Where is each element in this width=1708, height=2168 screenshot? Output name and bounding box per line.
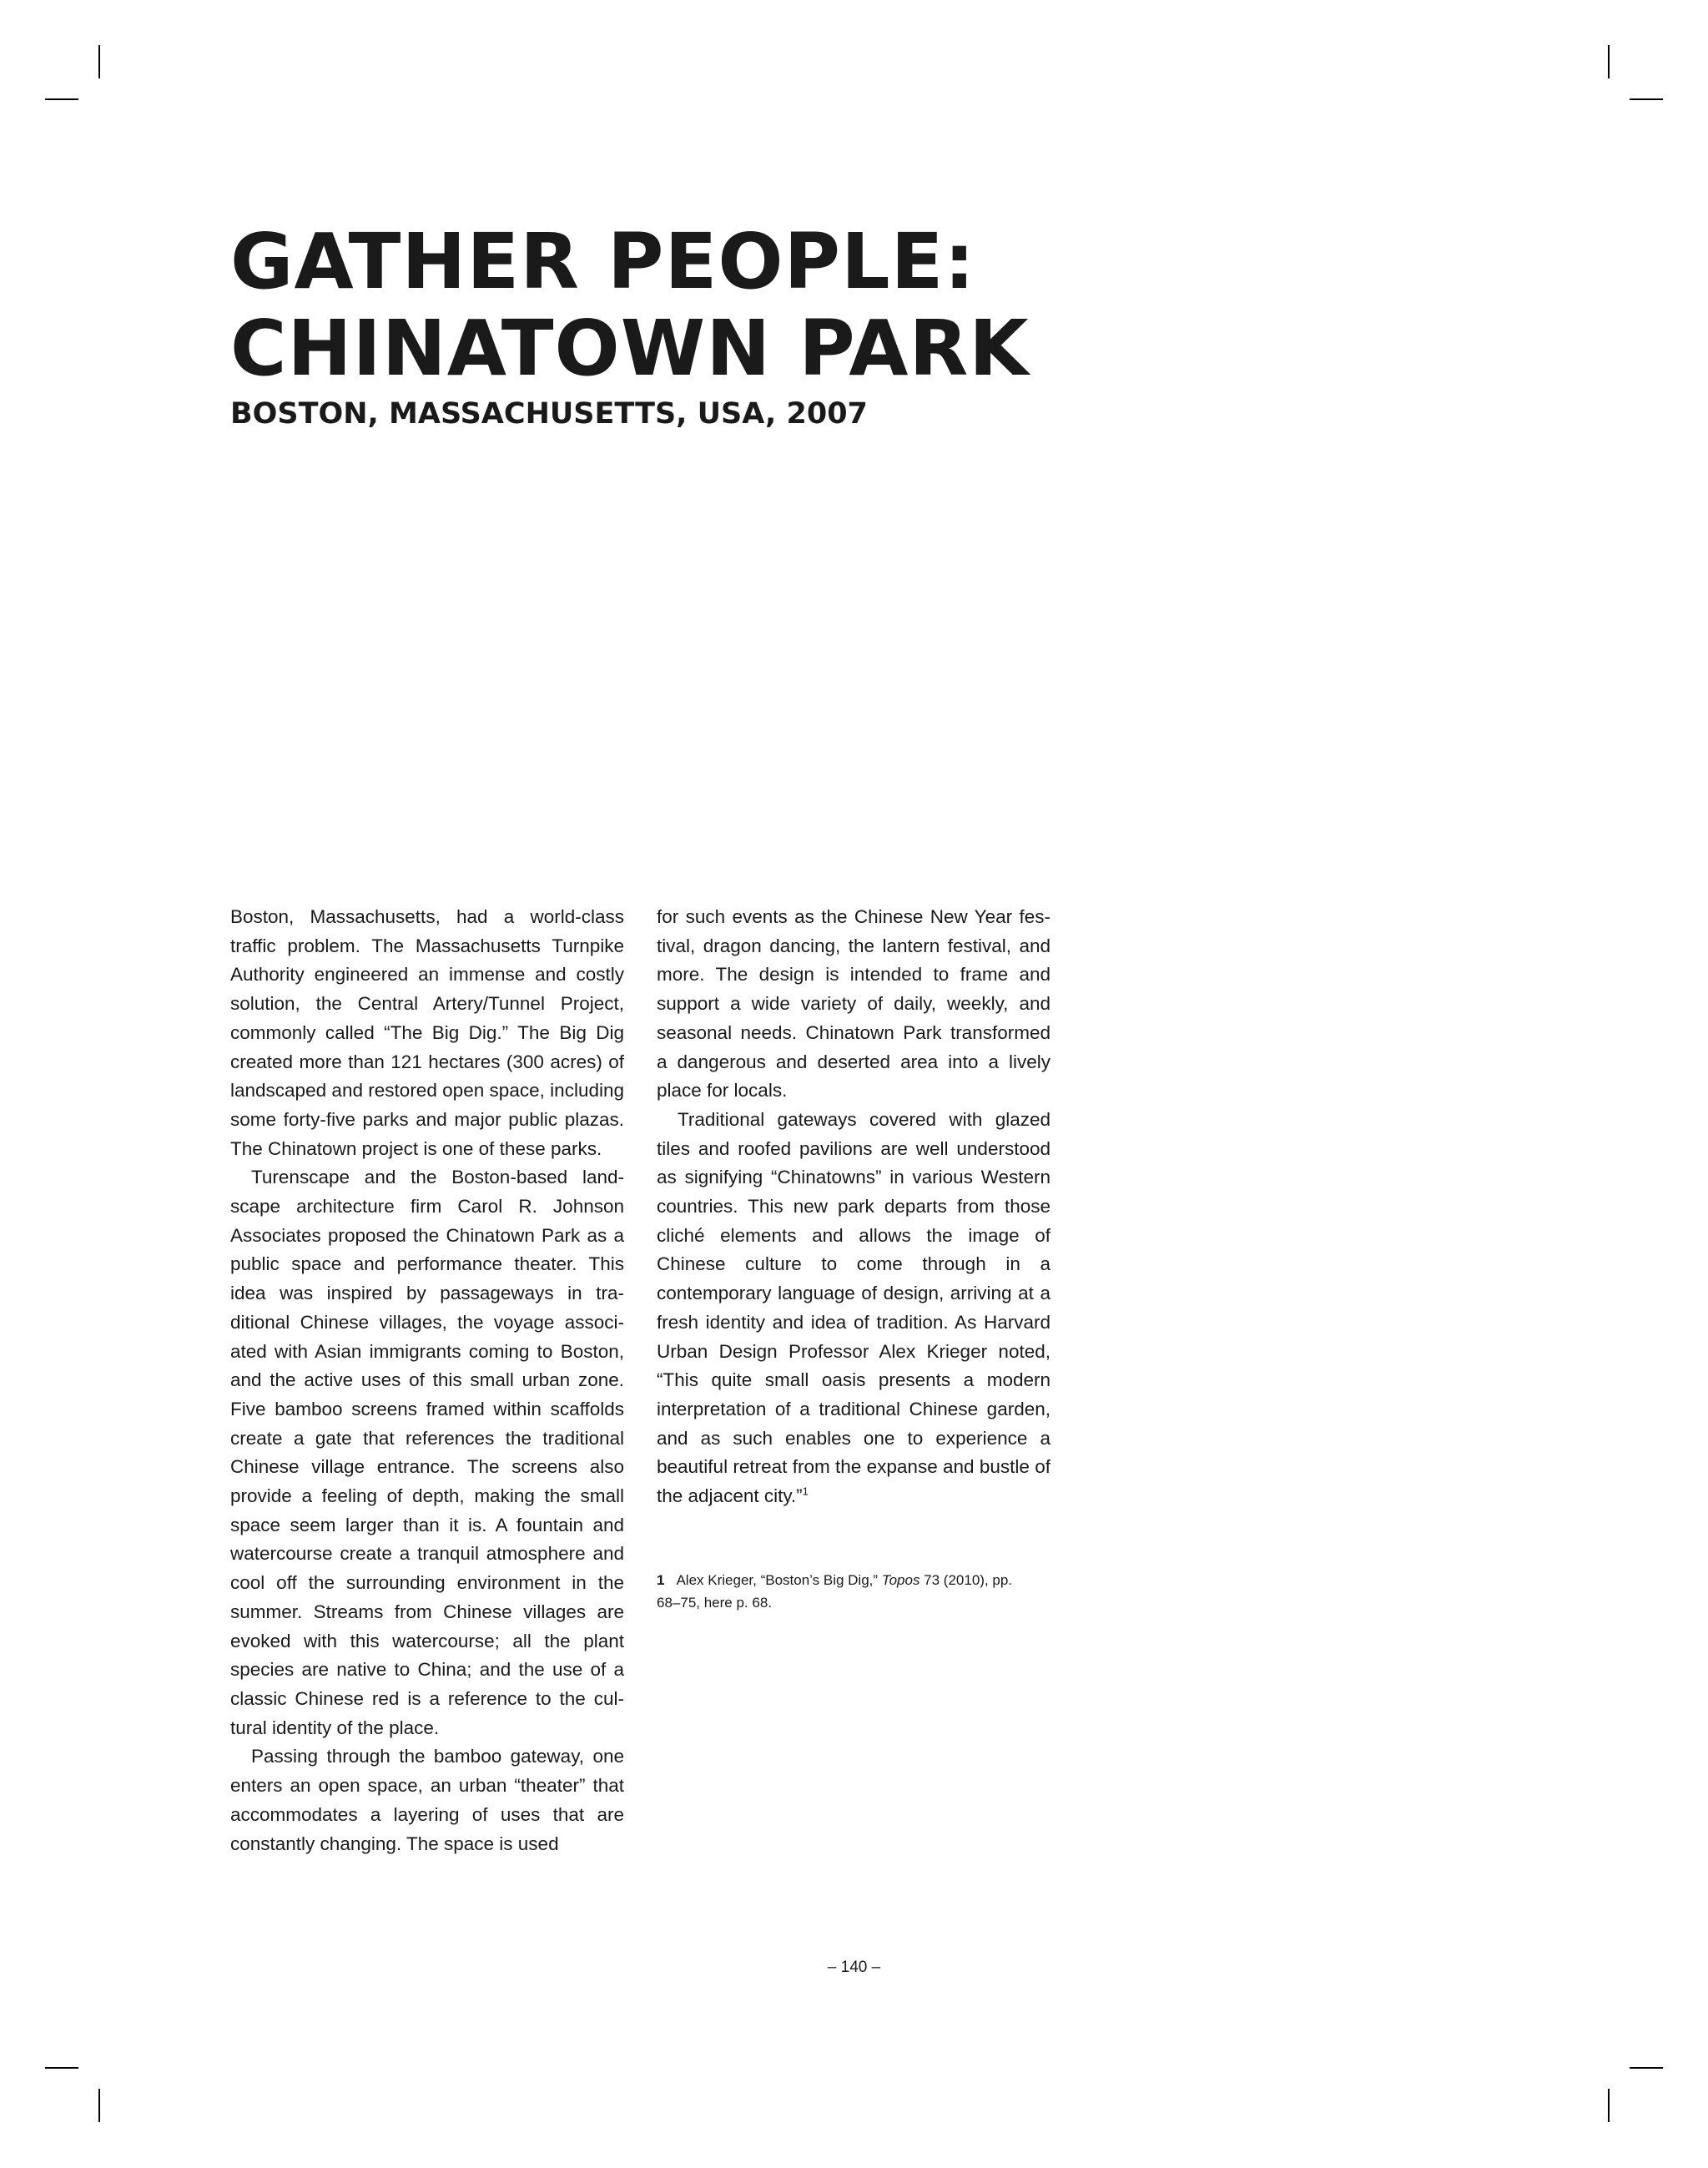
crop-mark-bottom-right-horizontal xyxy=(1630,2067,1663,2069)
paragraph-with-footnote xyxy=(657,1106,1050,1511)
crop-mark-top-right-horizontal xyxy=(1630,98,1663,100)
paragraph: Passing through the bamboo gateway, one enters an open space, an urban “theater” that accommodates a layering of uses that are constantly changing. The space is used xyxy=(230,1746,624,1854)
footnote-journal: Topos xyxy=(881,1572,920,1588)
footnote-number: 1 xyxy=(657,1572,665,1588)
title-line-2: CHINATOWN PARK xyxy=(230,304,1030,393)
crop-mark-top-right-vertical xyxy=(1608,45,1610,78)
footnote-text-before: Alex Krieger, “Boston’s Big Dig,” xyxy=(676,1572,882,1588)
crop-mark-top-left-vertical xyxy=(98,45,100,78)
title-line-1: GATHER PEOPLE: xyxy=(230,217,976,306)
page-title xyxy=(230,219,1030,392)
footnote xyxy=(657,1569,1024,1614)
page-subtitle: BOSTON, MASSACHUSETTS, USA, 2007 xyxy=(230,397,868,431)
paragraph: Turenscape and the Boston-based landscape architecture firm Carol R. Johnson Associates proposed the Chinatown Park as a public space and performance theater. This idea was inspired by passageways in traditional Chinese villages, the voyage associated with Asian immigrants coming to Boston, and the active uses of this small urban zone. Five bamboo screens framed within scaffolds create a gate that references the traditional Chinese village entrance. The screens also provide a feeling of depth, making the small space seem larger than it is. A fountain and watercourse create a tranquil atmosphere and cool off the surrounding environment in the summer. Streams from Chinese villages are evoked with this watercourse; all the plant species are native to China; and the use of a classic Chinese red is a reference to the cultural identity of the place. xyxy=(230,1167,624,1738)
paragraph: Boston, Massachusetts, had a world-class traffic problem. The Massachusetts Turnpike Authority engineered an immense and costly solution, the Central Artery/Tunnel Project, commonly called “The Big Dig.” The Big Dig created more than 121 hectares (300 acres) of landscaped and restored open space, including some forty-five parks and major public plazas. The Chinatown project is one of these parks. xyxy=(230,906,624,1159)
body-column-right xyxy=(657,903,1050,1511)
footnote-text-after: 73 (2010), pp. 68–75, here p. 68. xyxy=(657,1572,1013,1611)
crop-mark-bottom-left-vertical xyxy=(98,2089,100,2122)
page-number: – 140 – xyxy=(827,1959,881,1976)
crop-mark-top-left-horizontal xyxy=(45,98,78,100)
footnote-reference[interactable]: 1 xyxy=(802,1485,809,1498)
paragraph: for such events as the Chinese New Year festival, dragon dancing, the lantern festival, and more. The design is intended to frame and support a wide variety of daily, weekly, and seasonal needs. Chinatown Park transformed a dangerous and deserted area into a lively place for locals. xyxy=(657,906,1050,1102)
paragraph-text: Traditional gateways covered with glazed tiles and roofed pavilions are well understood as signifying “Chinatowns” in various Western countries. This new park departs from those cliché elements and allows the image of Chinese culture to come through in a contemporary language of design, arriving at a fresh identity and idea of tradition. As Harvard Urban Design Professor Alex Krieger noted, “This quite small oasis presents a modern interpretation of a traditional Chinese garden, and as such enables one to experience a beautiful retreat from the expanse and bustle of the adjacent city.” xyxy=(657,1108,1050,1507)
body-column-left xyxy=(230,903,624,1858)
crop-mark-bottom-left-horizontal xyxy=(45,2067,78,2069)
crop-mark-bottom-right-vertical xyxy=(1608,2089,1610,2122)
